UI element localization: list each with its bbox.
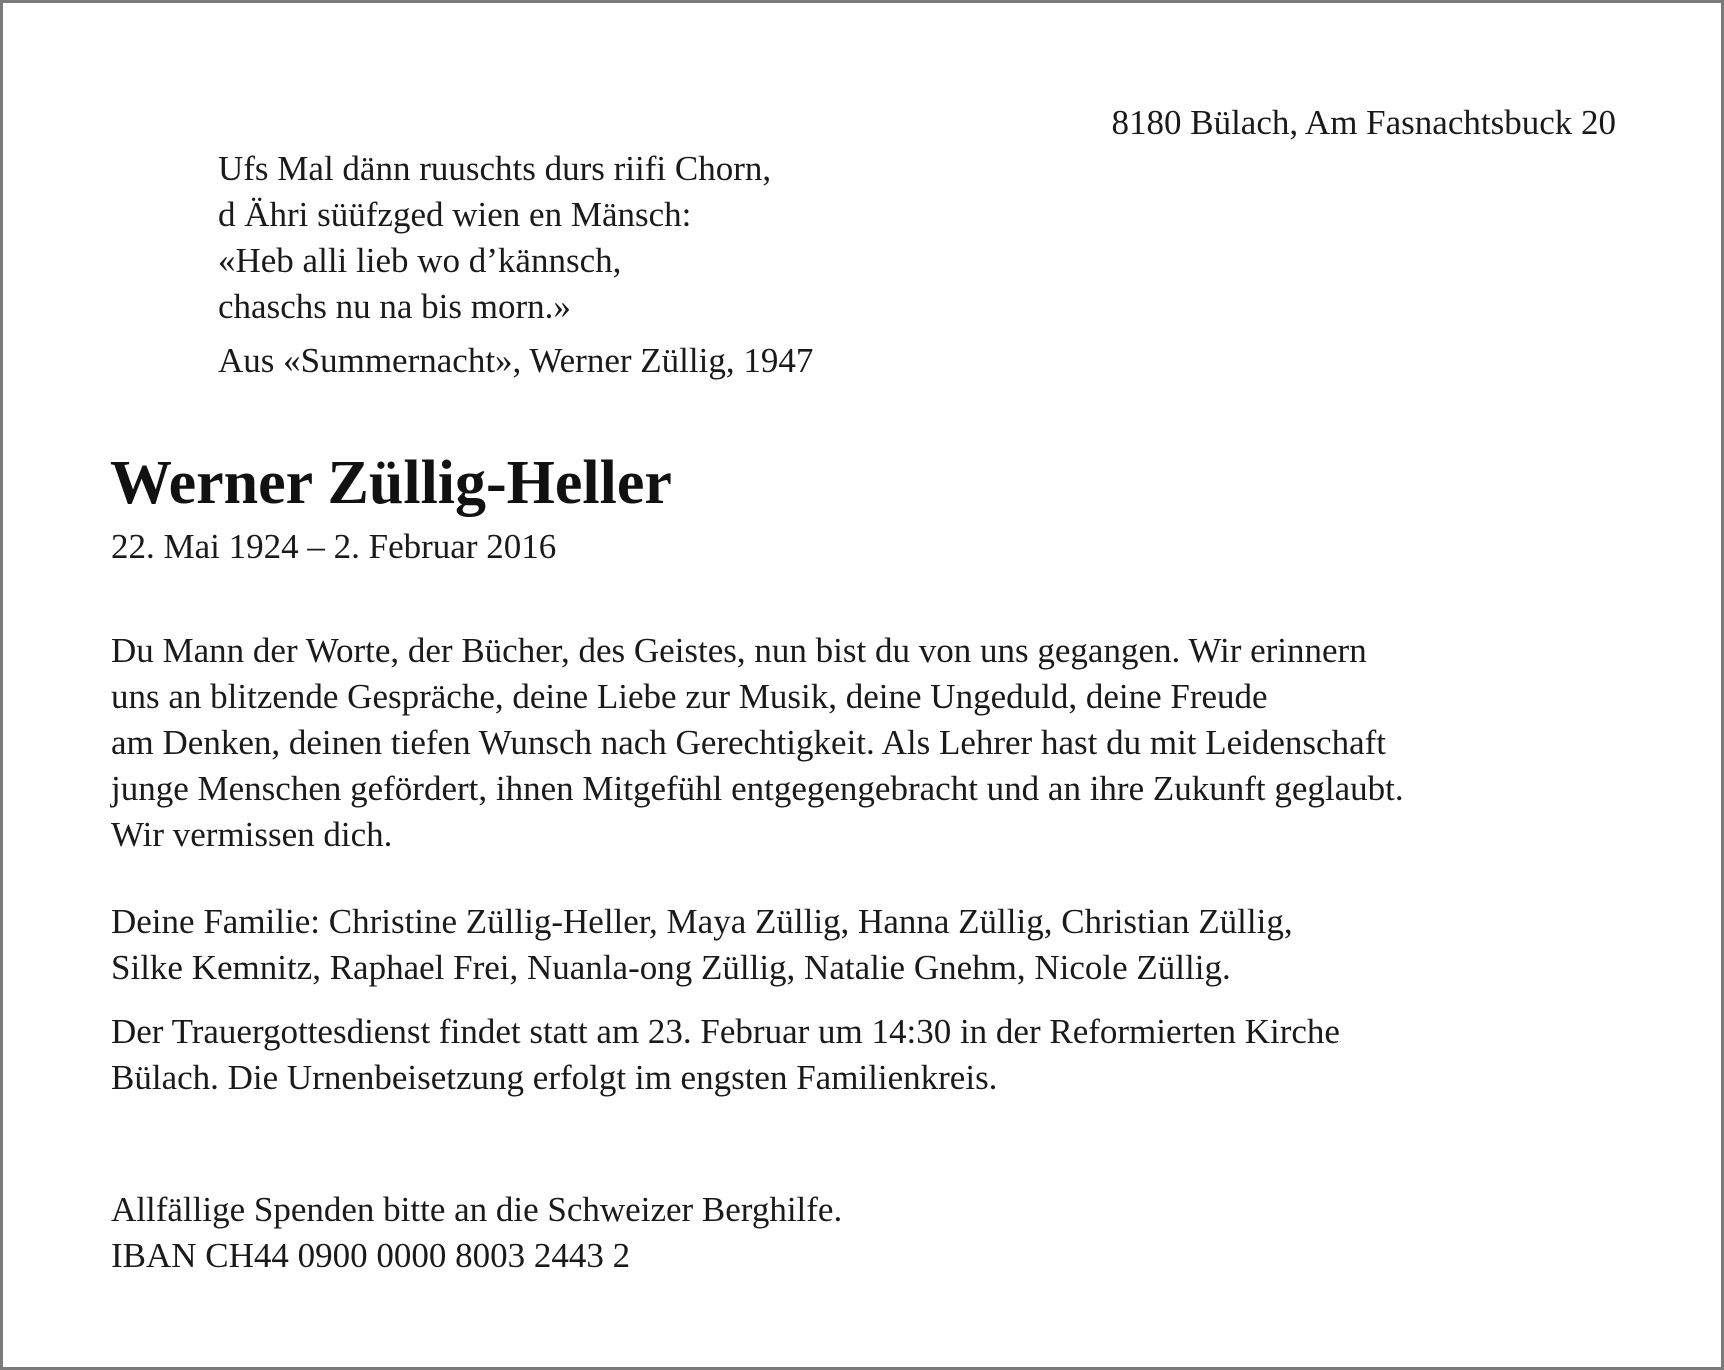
deceased-name: Werner Züllig-Heller: [110, 449, 672, 517]
family-line: Deine Familie: Christine Züllig-Heller, Maya Züllig, Hanna Züllig, Christian Züllig,: [111, 902, 1293, 941]
poem-line: chaschs nu na bis morn.»: [218, 287, 571, 326]
poem-source: Aus «Summernacht», Werner Züllig, 1947: [218, 341, 814, 380]
tribute-line: Du Mann der Worte, der Bücher, des Geistes, nun bist du von uns gegangen. Wir erinnern: [111, 631, 1367, 670]
tribute-paragraph: [111, 628, 1404, 858]
family-address: 8180 Bülach, Am Fasnachtsbuck 20: [1111, 103, 1616, 142]
donation-line: Allfällige Spenden bitte an die Schweizer Berghilfe.: [111, 1190, 843, 1229]
tribute-line: uns an blitzende Gespräche, deine Liebe zur Musik, deine Ungeduld, deine Freude: [111, 677, 1268, 716]
funeral-service-info: [111, 1009, 1340, 1101]
family-line: Silke Kemnitz, Raphael Frei, Nuanla-ong Züllig, Natalie Gnehm, Nicole Züllig.: [111, 948, 1231, 987]
service-line: Bülach. Die Urnenbeisetzung erfolgt im engsten Familienkreis.: [111, 1058, 998, 1097]
poem-line: «Heb alli lieb wo d’kännsch,: [218, 241, 622, 280]
poem-quote: [218, 146, 813, 384]
poem-line: Ufs Mal dänn ruuschts durs riifi Chorn,: [218, 149, 772, 188]
tribute-line: junge Menschen gefördert, ihnen Mitgefühl entgegengebracht und an ihre Zukunft geglaubt.: [111, 769, 1404, 808]
service-line: Der Trauergottesdienst findet statt am 23. Februar um 14:30 in der Reformierten Kirche: [111, 1012, 1340, 1051]
poem-line: d Ähri süüfzged wien en Mänsch:: [218, 195, 692, 234]
tribute-line: Wir vermissen dich.: [111, 815, 393, 854]
donation-info: [111, 1187, 842, 1279]
life-dates: 22. Mai 1924 – 2. Februar 2016: [111, 527, 557, 566]
iban-line: IBAN CH44 0900 0000 8003 2443 2: [111, 1236, 631, 1275]
family-members: [111, 899, 1293, 991]
tribute-line: am Denken, deinen tiefen Wunsch nach Gerechtigkeit. Als Lehrer hast du mit Leidenschaft: [111, 723, 1387, 762]
